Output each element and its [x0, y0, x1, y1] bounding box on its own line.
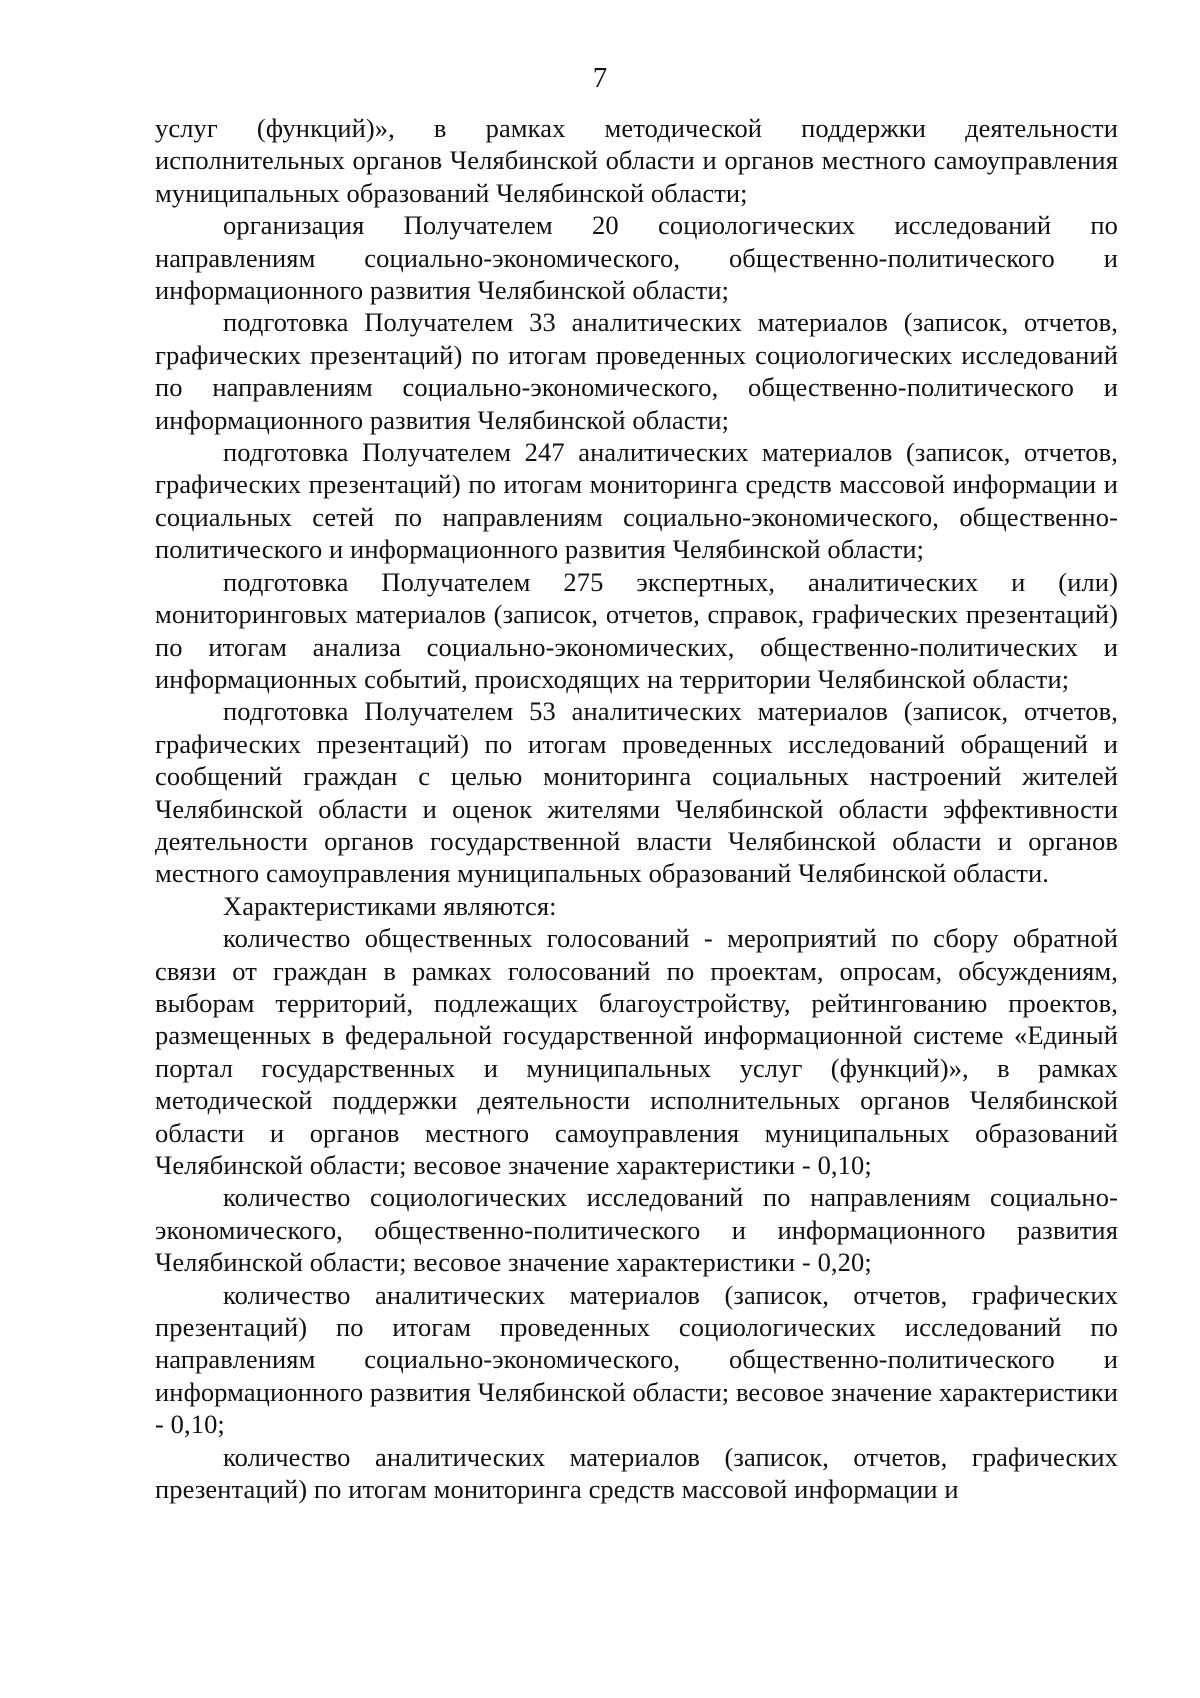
- page-number: 7: [592, 62, 608, 94]
- paragraph-continuation: услуг (функций)», в рамках методической поддержки деятельности исполнительных органов Челябинской области и органов местного самоуправления муниципальных образований Челябинской области;: [155, 113, 1118, 208]
- paragraph-expert-materials-275: подготовка Получателем 275 экспертных, аналитических и (или) мониторинговых материалов (записок, отчетов, справок, графических презентаций) по итогам анализа социально-экономических, общественно-политических и информационных событий, происходящих на территории Челябинской области;: [155, 566, 1118, 694]
- paragraph-characteristic-media-materials: количество аналитических материалов (записок, отчетов, графических презентаций) по итогам мониторинга средств массовой информации и: [155, 1441, 1118, 1505]
- paragraph-characteristic-votes: количество общественных голосований - мероприятий по сбору обратной связи от граждан в рамках голосований по проектам, опросам, обсуждениям, выборам территорий, подлежащих благоустройству, рейтингованию проектов, размещенных в федеральной государственной информационной системе «Единый портал государственных и муниципальных услуг (функций)», в рамках методической поддержки деятельности исполнительных органов Челябинской области и органов местного самоуправления муниципальных образований Челябинской области; весовое значение характеристики - 0,10;: [155, 923, 1118, 1180]
- paragraph-analytical-materials-33: подготовка Получателем 33 аналитических материалов (записок, отчетов, графических презентаций) по итогам проведенных социологических исследований по направлениям социально-экономического, общественно-политического и информационного развития Челябинской области;: [155, 307, 1118, 435]
- paragraph-sociological-research: организация Получателем 20 социологических исследований по направлениям социально-экономического, общественно-политического и информационного развития Челябинской области;: [155, 210, 1118, 306]
- paragraph-analytical-materials-53: подготовка Получателем 53 аналитических материалов (записок, отчетов, графических презентаций) по итогам проведенных исследований обращений и сообщений граждан с целью мониторинга социальных настроений жителей Челябинской области и оценок жителями Челябинской области эффективности деятельности органов государственной власти Челябинской области и органов местного самоуправления муниципальных образований Челябинской области.: [155, 696, 1118, 889]
- paragraph-analytical-materials-247: подготовка Получателем 247 аналитических материалов (записок, отчетов, графических презентаций) по итогам мониторинга средств массовой информации и социальных сетей по направлениям социально-экономического, общественно-политического и информационного развития Челябинской области;: [155, 437, 1118, 565]
- paragraph-characteristic-research-materials: количество аналитических материалов (записок, отчетов, графических презентаций) по итогам проведенных социологических исследований по направлениям социально-экономического, общественно-политического и информационного развития Челябинской области; весовое значение характеристики - 0,10;: [155, 1279, 1118, 1440]
- paragraph-characteristic-research: количество социологических исследований по направлениям социально-экономического, общественно-политического и информационного развития Челябинской области; весовое значение характеристики - 0,20;: [155, 1182, 1118, 1278]
- document-body: [155, 112, 1118, 1505]
- paragraph-characteristics-heading: Характеристиками являются:: [223, 890, 557, 921]
